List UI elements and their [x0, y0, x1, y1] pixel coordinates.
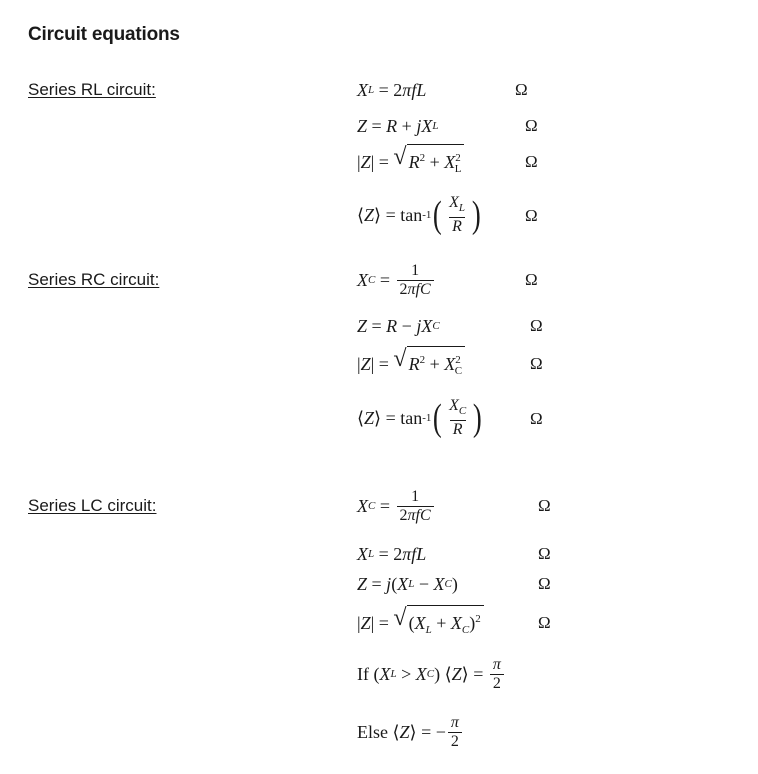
lc-unit-1: Ω — [538, 496, 551, 515]
rl-eq-impedance: Z = R + jX L — [357, 115, 439, 136]
lc-eq-magnitude: | Z | = √ $(X_L + X_C)^2$ — [357, 607, 484, 639]
rl-eq-magnitude: | Z | = √ $R^2 + X^2_L$ — [357, 146, 464, 178]
rl-unit-2: Ω — [525, 116, 538, 135]
rl-unit-4: Ω — [525, 206, 538, 225]
rc-unit-1: Ω — [525, 270, 538, 289]
rc-eq-reactance: X C = $\frac{1}{\text{2πfC}}$ — [357, 258, 436, 302]
rl-unit-3: Ω — [525, 152, 538, 171]
rl-eq-angle: ⟨ Z ⟩ = tan -1 ( $\frac{X_L}{R}$ ) — [357, 194, 481, 236]
rc-eq-impedance: Z = R − jX C — [357, 315, 440, 336]
rc-unit-2: Ω — [530, 316, 543, 335]
rc-unit-4: Ω — [530, 409, 543, 428]
rc-eq-angle: ⟨ Z ⟩ = tan -1 ( $\frac{X_C}{R}$ ) — [357, 397, 482, 439]
lc-unit-4: Ω — [538, 613, 551, 632]
rl-unit-1: Ω — [515, 80, 528, 99]
section-title-rc: Series RC circuit: — [28, 270, 160, 289]
lc-eq-impedance: Z = j ( X L − X C ) — [357, 573, 458, 594]
rc-eq-magnitude: | Z | = √ $R^2 + X^2_C$ — [357, 348, 465, 380]
page-title: Circuit equations — [28, 24, 180, 45]
section-title-rl: Series RL circuit: — [28, 80, 156, 99]
lc-unit-2: Ω — [538, 544, 551, 563]
rl-eq-reactance: X L = 2 π fL — [357, 79, 427, 100]
lc-eq-capacitive-reactance: X C = $\frac{1}{\text{2πfC}}$ — [357, 484, 436, 528]
lc-eq-else-angle: Else ⟨ Z ⟩ = − $\frac{\pi}{2}$ — [357, 710, 464, 754]
lc-eq-if-angle: If ( X L > X C ) ⟨ Z ⟩ = $\frac{\pi}{2}$ — [357, 652, 506, 696]
lc-eq-inductive-reactance: X L = 2 πfL — [357, 543, 427, 564]
lc-unit-3: Ω — [538, 574, 551, 593]
rc-unit-3: Ω — [530, 354, 543, 373]
section-title-lc: Series LC circuit: — [28, 496, 157, 515]
